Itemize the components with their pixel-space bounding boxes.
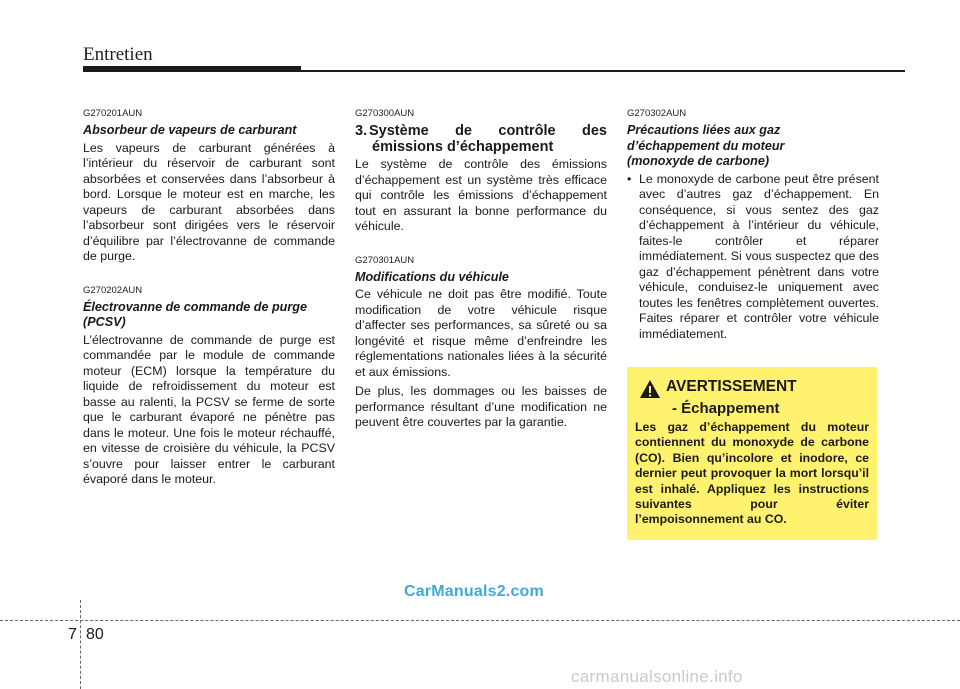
paragraph-vapor-absorber: Les vapeurs de carburant générées à l’intérieur du réservoir de carburant sont absorbées et conservées dans l’absorbeur à bord. Lorsque le moteur est en marche, les vapeurs de carburant absorbées dans l’absorbeur sont dirigées vers le réservoir d’équilibre par l’électrovanne de commande de purge. <box>83 140 335 263</box>
section-number: 3. <box>355 123 368 139</box>
header-rule-thin <box>301 70 905 72</box>
footer-divider <box>0 620 960 621</box>
paragraph-modifications-2: De plus, les dommages ou les baisses de performance résultant d’une modification ne peuvent être couvertes par la garantie. <box>355 384 607 429</box>
watermark-logo[interactable]: CarManuals2.com <box>404 583 544 600</box>
warning-triangle-icon <box>639 379 661 399</box>
heading-word: Système <box>369 123 429 139</box>
section-code: G270202AUN <box>83 284 143 296</box>
heading-word: des <box>582 123 607 139</box>
heading-line: émissions d’échappement <box>372 139 554 155</box>
bullet-text: Le monoxyde de carbone peut être présent avec d’autres gaz d’échappement. En conséquence, si vous sentez des gaz d’échappement à l’intérieur du véhicule, faites-le contrôler et réparer immédiatement. Si vous suspectez que des gaz d’échappement pénètrent dans votre véhicule, conduisez-le uniquement avec toutes les fenêtres complètement ouvertes. Faites réparer et contrôler votre véhicule immédiatement. <box>639 171 879 341</box>
paragraph-modifications-1: Ce véhicule ne doit pas être modifié. Toute modification de votre véhicule risque d’affecter ses performances, sa sûreté ou sa longévité et risque même d’enfreindre les réglementations nationales liées à la sécurité et aux émissions. <box>355 287 607 379</box>
section-heading-emission-control <box>355 123 607 155</box>
section-code: G270201AUN <box>83 108 143 119</box>
warning-body: Les gaz d’échappement du moteur contiennent du monoxyde de carbone (CO). Bien qu’incolore et inodore, ce dernier peut provoquer la mort lorsqu’il est inhalé. Appliquez les instructions suivantes pour éviter l’empoisonnement au CO. <box>635 420 869 527</box>
footer-vertical-divider <box>80 600 81 689</box>
page-header-title: Entretien <box>83 44 153 65</box>
page-number: 80 <box>86 626 104 643</box>
subheading-line: Précautions liées aux gaz <box>627 123 781 137</box>
subheading-line: (monoxyde de carbone) <box>627 154 770 168</box>
heading-word: de <box>455 123 472 139</box>
list-item <box>627 172 879 343</box>
subheading-vapor-absorber: Absorbeur de vapeurs de carburant <box>83 123 297 137</box>
section-code: G270301AUN <box>355 254 415 266</box>
bullet-mark: • <box>627 171 632 186</box>
warning-subtitle: - Échappement <box>672 400 780 417</box>
paragraph-emission-control: Le système de contrôle des émissions d’échappement est un système très efficace qui contrôle les émissions d’échappement tout en assurant la bonne performance du véhicule. <box>355 157 607 233</box>
warning-title: AVERTISSEMENT <box>666 378 797 395</box>
watermark-site: carmanualsonline.info <box>571 667 743 686</box>
column-right <box>627 108 879 342</box>
chapter-number: 7 <box>68 626 77 643</box>
subheading-vehicle-modifications: Modifications du véhicule <box>355 269 509 284</box>
heading-word: contrôle <box>498 123 556 139</box>
subheading-line: d’échappement du moteur <box>627 138 785 153</box>
section-code: G270300AUN <box>355 108 415 119</box>
column-left <box>83 108 335 488</box>
subheading-pcsv: Électrovanne de commande de purge (PCSV) <box>83 299 307 329</box>
section-code: G270302AUN <box>627 108 687 119</box>
header-rule-thick <box>83 66 301 72</box>
column-middle <box>355 108 607 431</box>
warning-box <box>627 367 877 540</box>
subheading-exhaust-precautions <box>627 123 879 170</box>
paragraph-pcsv: L’électrovanne de commande de purge est commandée par le module de commande moteur (ECM) lorsque la température du liquide de refroidissement du moteur est basse au ralenti, la PCSV se ferme de sorte que le carburant évaporé ne pénètre pas dans le moteur. Une fois le moteur réchauffé, en vitesse de croisière du véhicule, la PCSV s’ouvre pour laisser entrer le carburant évaporé dans le moteur. <box>83 332 335 486</box>
